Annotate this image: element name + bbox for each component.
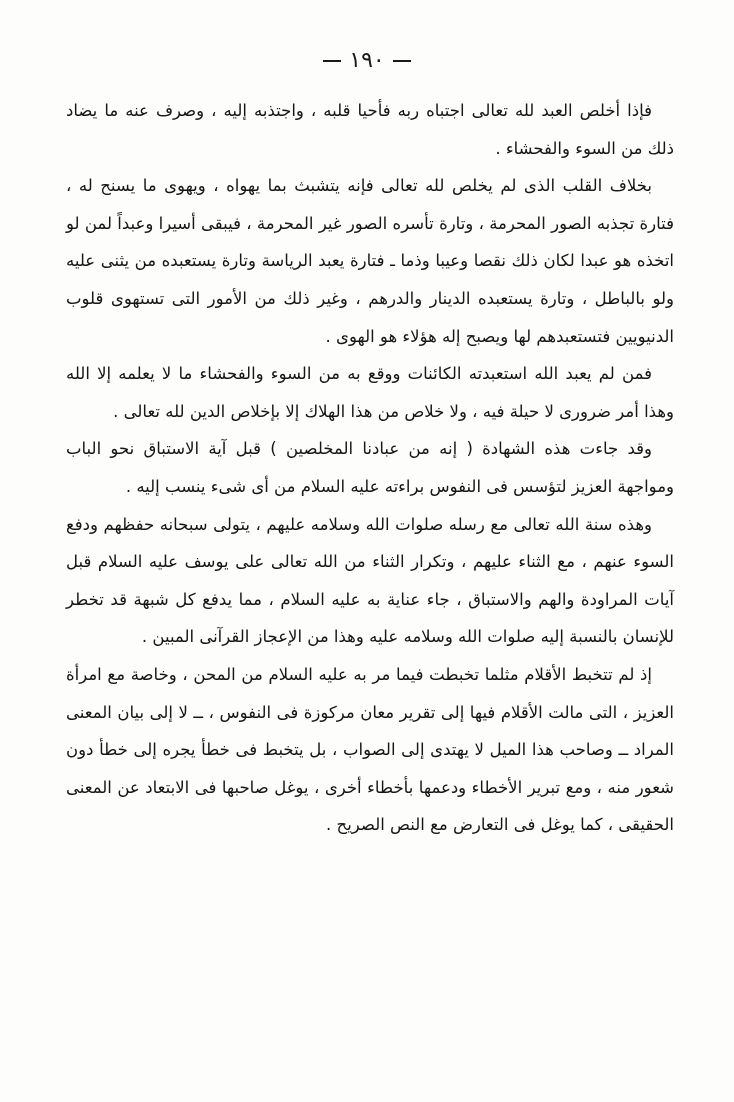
paragraph: وهذه سنة الله تعالى مع رسله صلوات الله وسلامه عليهم ، يتولى سبحانه حفظهم ودفع السوء عنهم ، مع الثناء عليهم ، وتكرار الثناء من الله تعالى على يوسف عليه السلام قبل آيات المراودة والهم والاستباق ، جاء عناية به عليه السلام ، مما يدفع كل شبهة قد تخطر للإنسان بالنسبة إليه صلوات الله وسلامه عليه وهذا من الإعجاز القرآنى المبين . [66, 514, 674, 647]
page-number-dash-left [323, 60, 341, 62]
paragraph: فإذا أخلص العبد لله تعالى اجتباه ربه فأحيا قلبه ، واجتذبه إليه ، وصرف عنه ما يضاد ذلك من السوء والفحشاء . [66, 101, 674, 158]
page-body-text [66, 92, 674, 844]
page-number-text: ١٩٠ [349, 48, 385, 73]
paragraph: إذ لم تتخبط الأقلام مثلما تخبطت فيما مر به عليه السلام من المحن ، وخاصة مع امرأة العزيز ، التى مالت الأقلام فيها إلى تقرير معان مركوزة فى النفوس ، ــ لا إلى بيان المعنى المراد ــ وصاحب هذا الميل لا يهتدى إلى الصواب ، بل يتخبط فى خطأ يجره إلى خطأ دون شعور منه ، ومع تبرير الأخطاء ودعمها بأخطاء أخرى ، يوغل صاحبها فى الابتعاد عن المعنى الحقيقى ، كما يوغل فى التعارض مع النص الصريح . [66, 664, 674, 835]
paragraph: فمن لم يعبد الله استعبدته الكائنات ووقع به من السوء والفحشاء ما لا يعلمه إلا الله وهذا أمر ضرورى لا حيلة فيه ، ولا خلاص من هذا الهلاك إلا بإخلاص الدين لله تعالى . [66, 364, 674, 421]
paragraph: وقد جاءت هذه الشهادة ( إنه من عبادنا المخلصين ) قبل آية الاستباق نحو الباب ومواجهة العزيز لتؤسس فى النفوس براءته عليه السلام من أى شىء ينسب إليه . [66, 439, 674, 496]
page-number-dash-right [393, 60, 411, 62]
paragraph: بخلاف القلب الذى لم يخلص لله تعالى فإنه يتشبث بما يهواه ، ويهوى ما يسنح له ، فتارة تجذبه الصور المحرمة ، وتارة تأسره الصور غير المحرمة ، فيبقى أسيرا وعبداً لمن لو اتخذه هو عبدا لكان ذلك نقصا وعيبا وذما ـ فتارة يعبد الرياسة وتارة يستعبده من يثنى عليه ولو بالباطل ، وتارة يستعبده الدينار والدرهم ، وغير ذلك من الأمور التى تستهوى قلوب الدنيويين فتستعبدهم لها ويصبح إله هؤلاء هو الهوى . [66, 176, 674, 346]
page-number [0, 48, 734, 73]
